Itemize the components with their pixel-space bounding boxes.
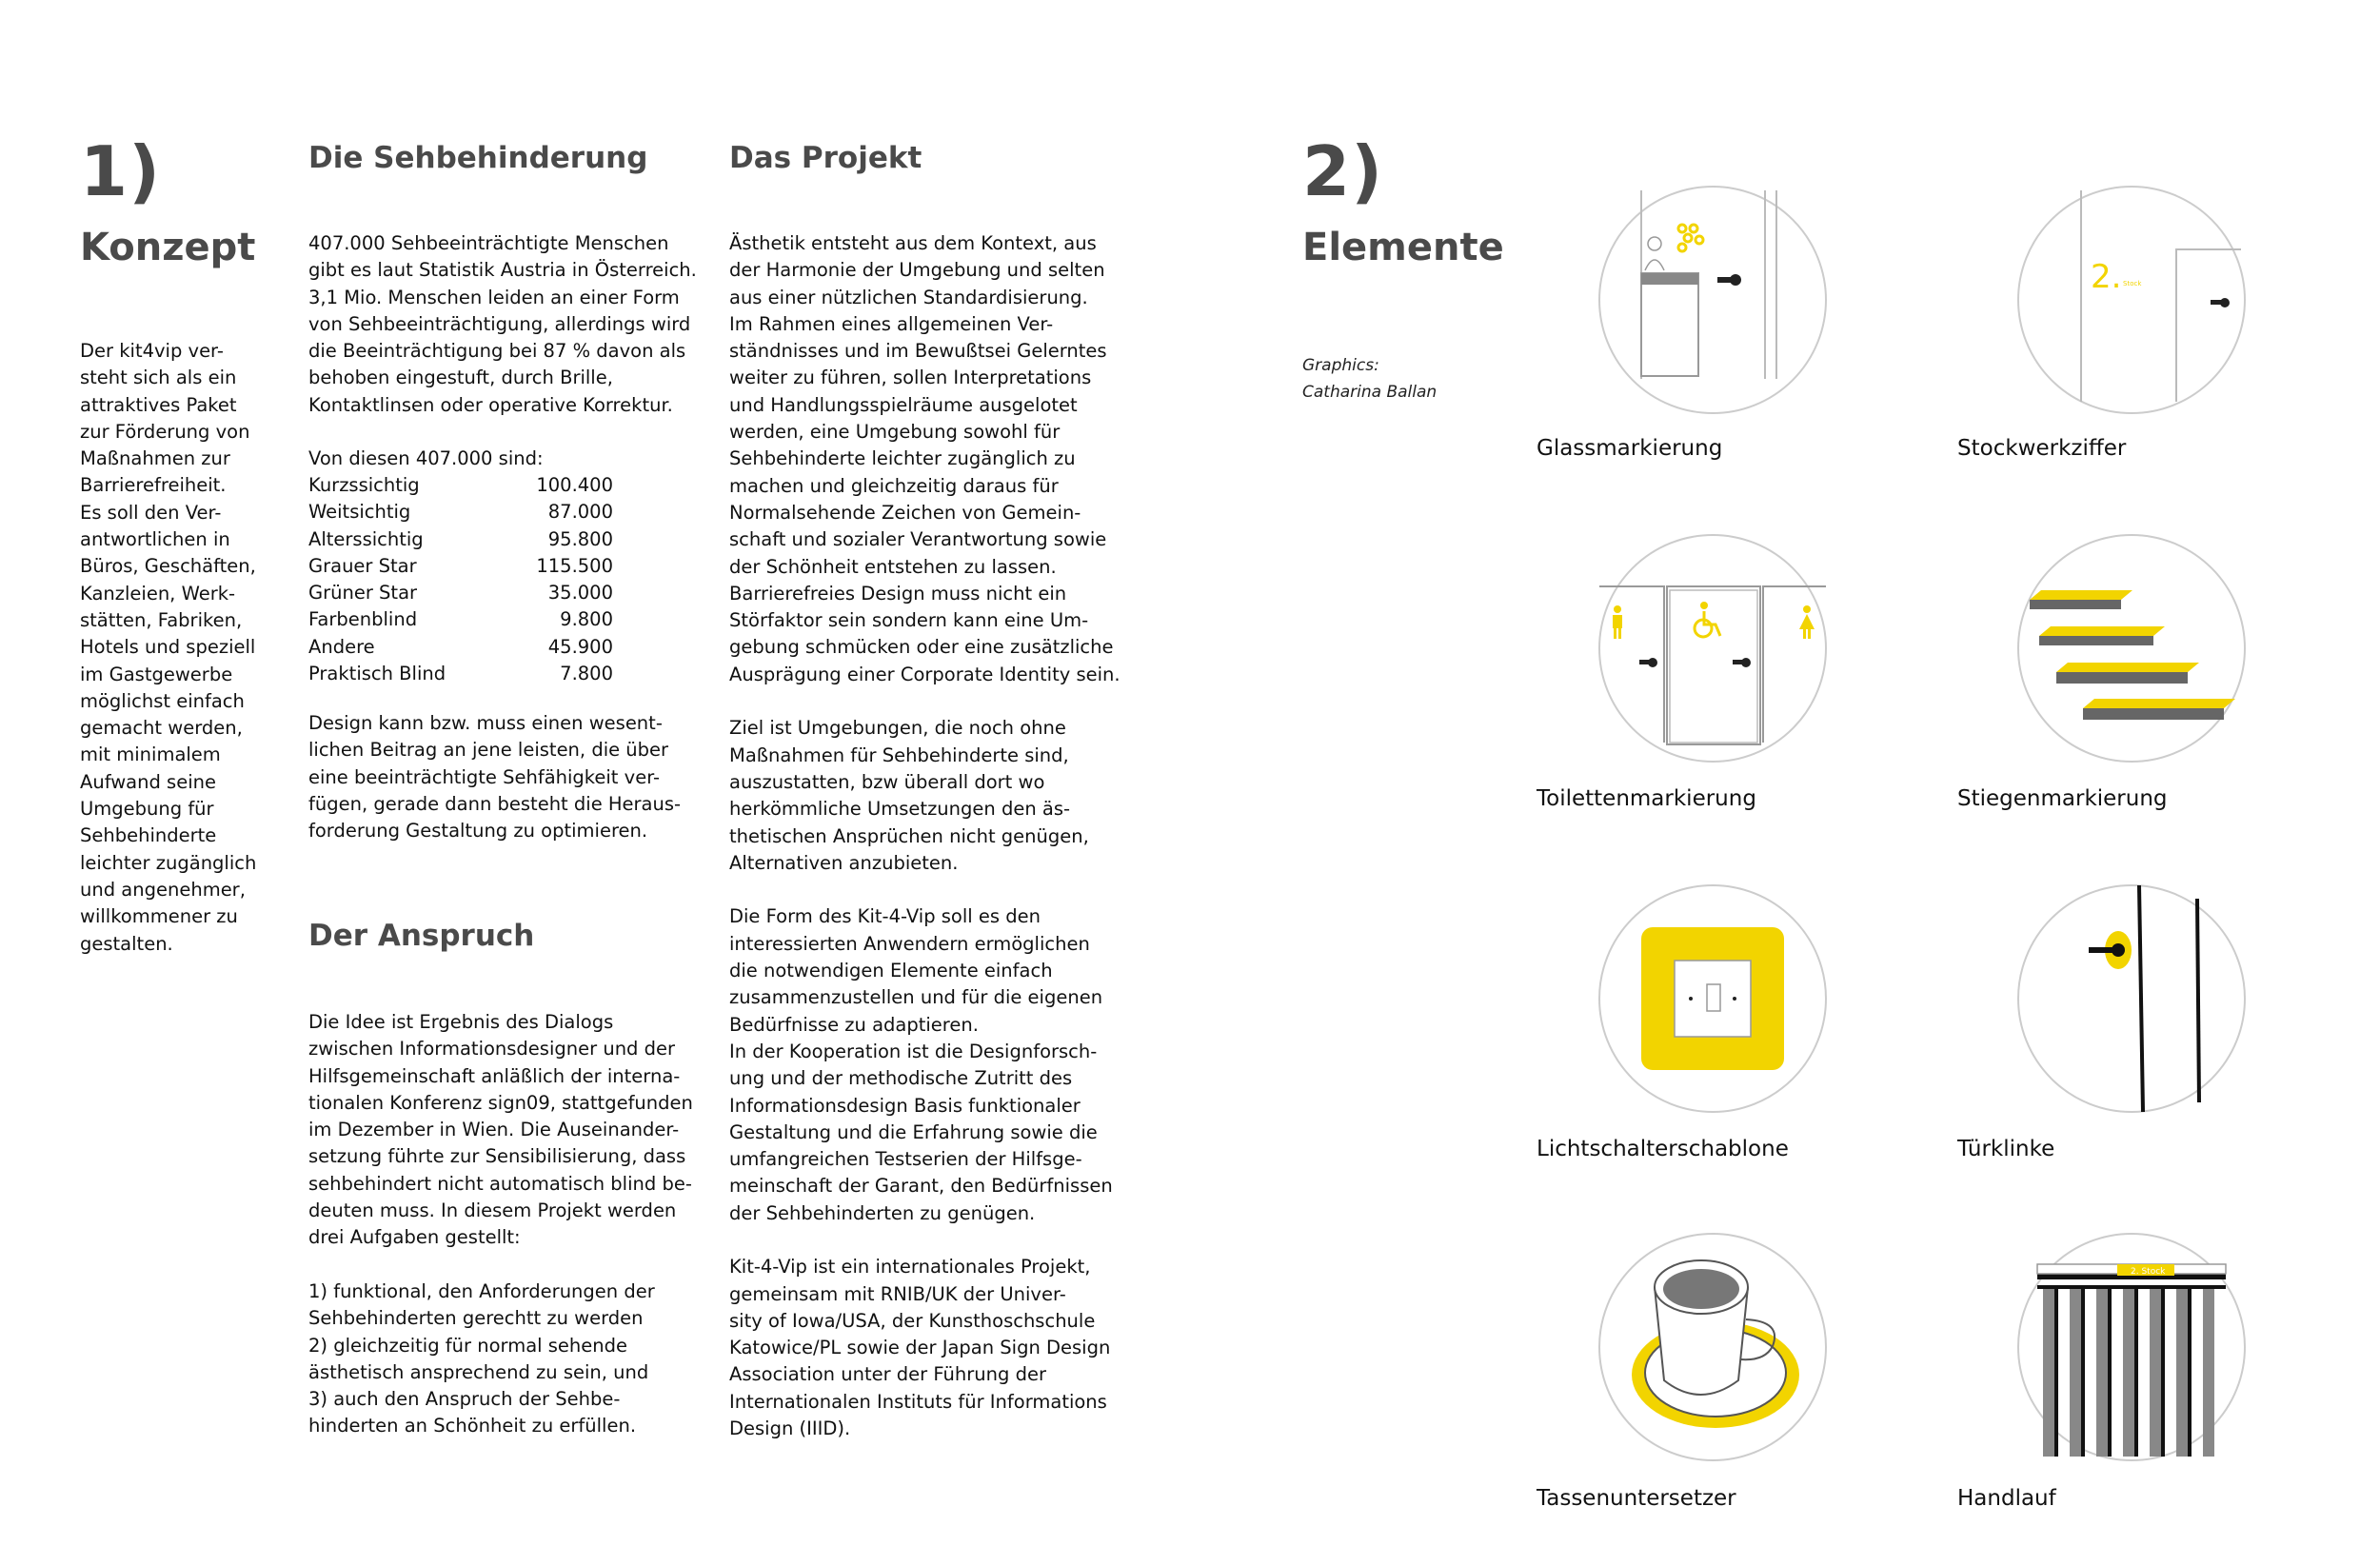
element-label-glassmarkierung: Glassmarkierung [1537, 436, 1723, 461]
floor-number-text: 2. [2091, 258, 2122, 296]
table-row [308, 606, 613, 633]
stat-value: 45.900 [547, 635, 613, 658]
element-label-tassenuntersetzer: Tassenuntersetzer [1537, 1486, 1736, 1511]
stat-value: 115.500 [536, 554, 613, 577]
sehbehinderung-intro: 407.000 Sehbeeinträchtigte Menschen gibt es laut Statistik Austria in Österreich. 3,1 Mio. Menschen leiden an einer Form von Sehbeeinträchtigung, allerdings wird die Beeinträchtigung bei 87 % davon als behoben eingestuft, durch Brille, Kontaktlinsen oder operative Korrektur. [308, 232, 697, 416]
sehbehinderung-design-text: Design kann bzw. muss einen wesent- lichen Beitrag an jene leisten, die über eine beeinträchtigte Sehfähigkeit ver- fügen, gerade dann besteht die Heraus- forderung Gestaltung zu optimieren. [308, 712, 682, 842]
light-switch-template-icon [1596, 882, 1830, 1116]
floor-number-subtext: Stock [2123, 280, 2142, 287]
element-label-handlauf: Handlauf [1957, 1486, 2056, 1511]
table-row [308, 661, 613, 687]
stat-label: Praktisch Blind [308, 663, 446, 685]
stat-label: Grüner Star [308, 582, 418, 605]
stat-label: Kurzssichtig [308, 474, 420, 496]
stat-label: Andere [308, 635, 375, 658]
section-2-title: Elemente [1302, 226, 1504, 269]
anspruch-text: Die Idee ist Ergebnis des Dialogs zwischen Informationsdesigner und der Hilfsgemeinschaft anläßlich der interna- tionalen Konferenz sign09, stattgefunden im Dezember in Wien. Die Auseinander- setzung führte zur Sensibilisierung, dass sehbehindert nicht automatisch blind be- deuten muss. In diesem Projekt werden drei Aufgaben gestellt: 1) funktional, den Anforderungen der Sehbehinderten gerechtt zu werden 2) gleichzeitig für normal sehende ästhetisch ansprechend zu sein, und 3) auch den Anspruch der Sehbe- hinderten an Schönheit zu erfüllen. [308, 1011, 693, 1437]
stat-value: 35.000 [547, 582, 613, 605]
stair-marking-icon [2014, 531, 2249, 765]
table-row [308, 472, 613, 499]
table-row [308, 553, 613, 580]
table-row [308, 580, 613, 606]
projekt-heading: Das Projekt [729, 141, 922, 175]
table-row [308, 499, 613, 525]
credit-name: Catharina Ballan [1302, 383, 1438, 402]
projekt-text: Ästhetik entsteht aus dem Kontext, aus der Harmonie der Umgebung und selten aus einer nützlichen Standardisierung. Im Rahmen eines allgemeinen Ver- ständnisses und im Bewußtsei Gelerntes weiter zu führen, sollen Interpretations und Handlungsspielräume ausgelotet werden, eine Umgebung sowohl für Sehbehinderte leichter zugänglich zu machen und gleichzeitig daraus für Normalsehende Zeichen von Gemein- schaft und sozialer Verantwortung sowie der Schönheit entstehen zu lassen. Barrierefreies Design muss nicht ein Störfaktor sein sondern kann eine Um- gebung schmücken oder eine zusätzliche Ausprägung einer Corporate Identity sein. Ziel ist Umgebungen, die noch ohne Maßnahmen für Sehbehinderte sind, auszustatten, bzw überall dort wo herkömmliche Umsetzungen den äs- thetischen Ansprüchen nicht genügen, Alternativen anzubieten. Die Form des Kit-4-Vip soll es den interessierten Anwendern ermöglichen die notwendigen Elemente einfach zusammenzustellen und für die eigenen Bedürfnisse zu adaptieren. In der Kooperation ist die Designforsch- ung und der methodische Zutritt des Informationsdesign Basis funktionaler Gestaltung und die Erfahrung sowie die umfangreichen Testserien der Hilfsge- meinschaft der Garant, den Bedürfnissen der Sehbehinderten zu genügen. Kit-4-Vip ist ein internationales Projekt, gemeinsam mit RNIB/UK der Univer- sity of Iowa/USA, der Kunsthoschschule Katowice/PL sowie der Japan Sign Design Association unter der Führung der Internationalen Instituts für Informations Design (IIID). [729, 232, 1121, 1440]
stat-value: 100.400 [536, 474, 613, 496]
handrail-floor-text: 2. Stock [2131, 1267, 2166, 1277]
element-label-stockwerkziffer: Stockwerkziffer [1957, 436, 2127, 461]
stat-label: Weitsichtig [308, 501, 411, 524]
stat-label: Alterssichtig [308, 527, 424, 550]
stat-label: Grauer Star [308, 554, 417, 577]
stat-value: 87.000 [547, 501, 613, 524]
table-row [308, 526, 613, 553]
element-label-toilettenmarkierung: Toilettenmarkierung [1537, 786, 1756, 811]
element-label-lichtschalterschablone: Lichtschalterschablone [1537, 1137, 1789, 1161]
section-1-number: 1) [80, 131, 162, 211]
door-handle-icon [2014, 882, 2249, 1116]
section-1-title: Konzept [80, 226, 256, 269]
stat-value: 9.800 [560, 608, 613, 631]
section-2-number: 2) [1302, 131, 1384, 211]
credit-label: Graphics: [1302, 356, 1379, 375]
table-row [308, 634, 613, 661]
floor-number-icon [2014, 183, 2249, 417]
stat-value: 7.800 [560, 663, 613, 685]
handrail-icon [2014, 1230, 2249, 1464]
stat-label: Farbenblind [308, 608, 418, 631]
stats-intro: Von diesen 407.000 sind: [308, 447, 544, 469]
element-label-stiegenmarkierung: Stiegenmarkierung [1957, 786, 2168, 811]
coaster-icon [1596, 1230, 1830, 1464]
sehbehinderung-heading: Die Sehbehinderung [308, 141, 648, 175]
konzept-text: Der kit4vip ver- steht sich als ein attraktives Paket zur Förderung von Maßnahmen zur Barrierefreiheit. Es soll den Ver- antwortlichen in Büros, Geschäften, Kanzleien, Werk- stätten, Fabriken, Hotels und speziell im Gastgewerbe möglichst einfach gemacht werden, mit minimalem Aufwand seine Umgebung für Sehbehinderte leichter zugänglich und angenehmer, willkommener zu gestalten. [80, 340, 257, 955]
stat-value: 95.800 [547, 527, 613, 550]
glass-marking-icon [1596, 183, 1830, 417]
stats-table [308, 472, 613, 687]
toilet-marking-icon [1596, 531, 1830, 765]
element-label-tuerklinke: Türklinke [1957, 1137, 2055, 1161]
anspruch-heading: Der Anspruch [308, 919, 535, 953]
